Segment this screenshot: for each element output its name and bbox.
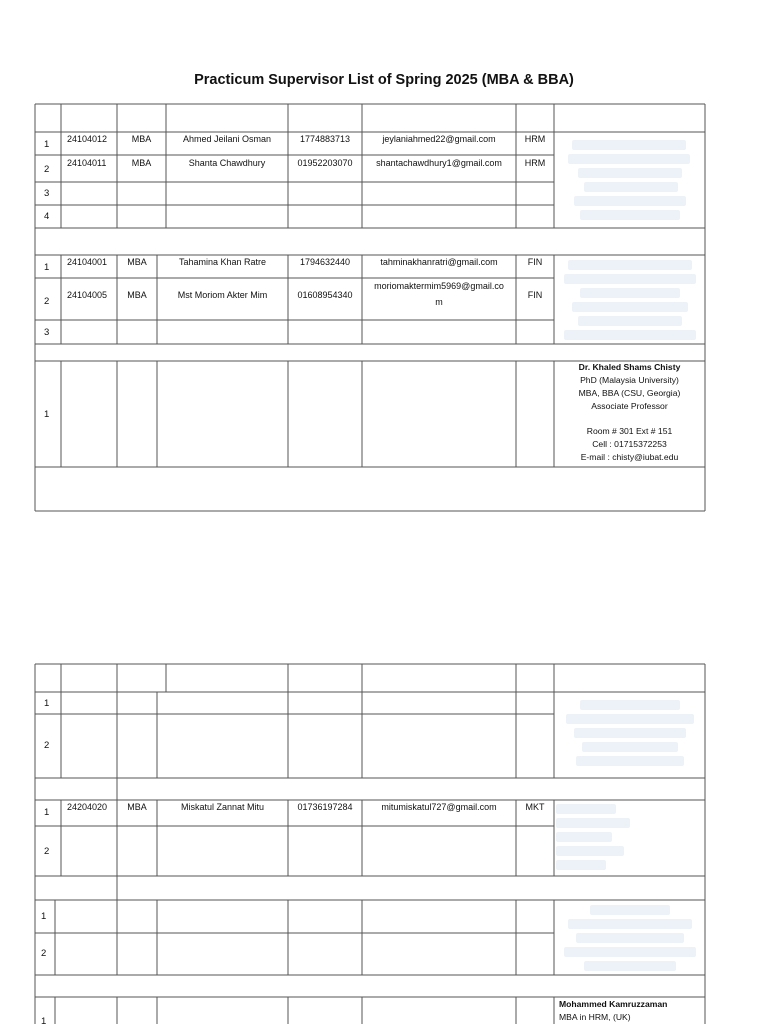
row-number: 1 — [44, 139, 50, 150]
student-name: Tahamina Khan Ratre — [178, 257, 267, 267]
supervisor-name: Mohammed Kamruzzaman — [559, 999, 668, 1009]
row-number: 3 — [44, 188, 50, 199]
major: FIN — [527, 257, 543, 267]
row-number: 2 — [44, 296, 50, 307]
supervisor-cell: Cell : 01715372253 — [592, 439, 667, 449]
major: FIN — [527, 290, 543, 300]
row-number: 1 — [44, 409, 50, 420]
supervisor-email: E-mail : chisty@iubat.edu — [580, 452, 679, 462]
supervisor-name: Dr. Khaled Shams Chisty — [578, 362, 681, 372]
supervisor-room: Room # 301 Ext # 151 — [586, 426, 673, 436]
major: HRM — [524, 158, 546, 168]
row-number: 1 — [44, 698, 50, 709]
row-number: 3 — [44, 327, 50, 338]
redacted-supervisor-block — [556, 802, 636, 874]
supervisor-info — [554, 361, 705, 464]
redacted-supervisor-block — [560, 136, 700, 226]
student-name: Mst Moriom Akter Mim — [177, 290, 268, 300]
redacted-supervisor-block — [560, 698, 700, 776]
major: MKT — [525, 802, 545, 812]
student-name: Shanta Chawdhury — [188, 158, 266, 168]
phone: 1774883713 — [299, 134, 351, 144]
redacted-supervisor-block — [560, 903, 700, 973]
supervisor-degree-mba: MBA, BBA (CSU, Georgia) — [578, 388, 681, 398]
student-id: 24104011 — [67, 158, 107, 168]
phone: 01952203070 — [297, 158, 353, 168]
row-number: 1 — [41, 911, 47, 922]
row-number: 2 — [44, 846, 50, 857]
row-number: 1 — [44, 262, 50, 273]
phone: 01736197284 — [297, 802, 353, 812]
phone: 1794632440 — [299, 257, 351, 267]
row-number: 2 — [41, 948, 47, 959]
row-number: 1 — [41, 1016, 47, 1027]
supervisor-info — [559, 998, 667, 1024]
program: MBA — [131, 158, 152, 168]
redacted-supervisor-block — [560, 258, 700, 342]
major: HRM — [524, 134, 546, 144]
program: MBA — [127, 257, 147, 267]
student-id: 24104012 — [67, 134, 108, 144]
email-continued: m — [435, 297, 443, 307]
email: shantachawdhury1@gmail.com — [376, 158, 502, 168]
row-number: 2 — [44, 740, 50, 751]
phone: 01608954340 — [297, 290, 353, 300]
document-title: Practicum Supervisor List of Spring 2025 (MBA & BBA) — [194, 72, 574, 88]
row-number: 2 — [44, 164, 50, 175]
row-number: 4 — [44, 211, 50, 222]
row-number: 1 — [44, 807, 50, 818]
student-name: Ahmed Jeilani Osman — [182, 134, 272, 144]
email: mitumiskatul727@gmail.com — [381, 802, 497, 812]
supervisor-degree: MBA in HRM, (UK) — [559, 1012, 631, 1022]
student-name: Miskatul Zannat Mitu — [180, 802, 265, 812]
student-id: 24104001 — [67, 257, 108, 267]
email: tahminakhanratri@gmail.com — [380, 257, 498, 267]
program: MBA — [131, 134, 152, 144]
program: MBA — [127, 290, 147, 300]
student-id: 24204020 — [67, 802, 108, 812]
supervisor-designation: Associate Professor — [591, 401, 668, 411]
supervisor-degree-phd: PhD (Malaysia University) — [580, 375, 679, 385]
email: moriomaktermim5969@gmail.co — [374, 281, 504, 291]
student-id: 24104005 — [67, 290, 108, 300]
email: jeylaniahmed22@gmail.com — [382, 134, 496, 144]
program: MBA — [127, 802, 147, 812]
